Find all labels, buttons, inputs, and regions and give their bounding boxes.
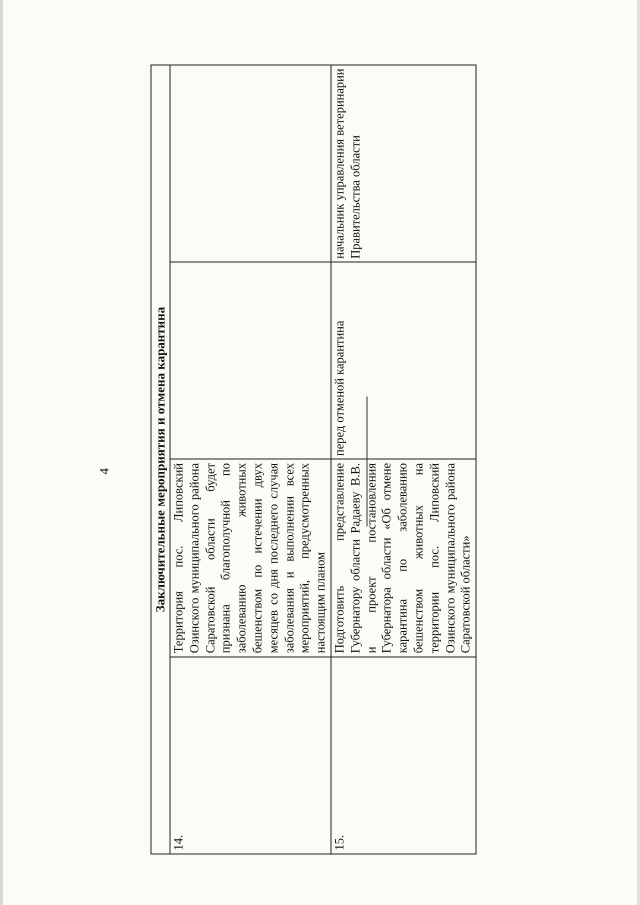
section-header-row: [151, 65, 170, 854]
row-responsible: [170, 65, 331, 262]
page-number: 4: [96, 468, 112, 475]
table-row: [331, 65, 476, 854]
row-task: Территория пос. Липовский Озинского муниципального района Саратовской области будет признана благополучной по заболеванию животных бешенством по истечении двух месяцев со дня последнего случая заболевания и выполнении всех мероприятий, предусмотренных настоящим планом: [170, 460, 331, 657]
row-number: 15.: [331, 657, 476, 854]
table-row: [170, 65, 331, 854]
rotated-page-content: [95, 65, 640, 855]
signature-divider-line: [367, 397, 368, 527]
scan-edge-left: [0, 0, 3, 905]
row-number: 14.: [170, 657, 331, 854]
section-title: Заключительные мероприятия и отмена карантина: [151, 65, 170, 854]
row-task: Подготовить представление Губернатору области Радаеву В.В. и проект постановления Губернатора области «Об отмене карантина по заболеванию бешенством животных на территории пос. Липовский Озинского муниципального района Саратовской области»: [331, 460, 476, 657]
plan-table: [151, 65, 477, 855]
row-responsible: начальник управления ветеринарии Правительства области: [331, 65, 476, 262]
row-term: [170, 262, 331, 459]
row-term: перед отменой карантина: [331, 262, 476, 459]
